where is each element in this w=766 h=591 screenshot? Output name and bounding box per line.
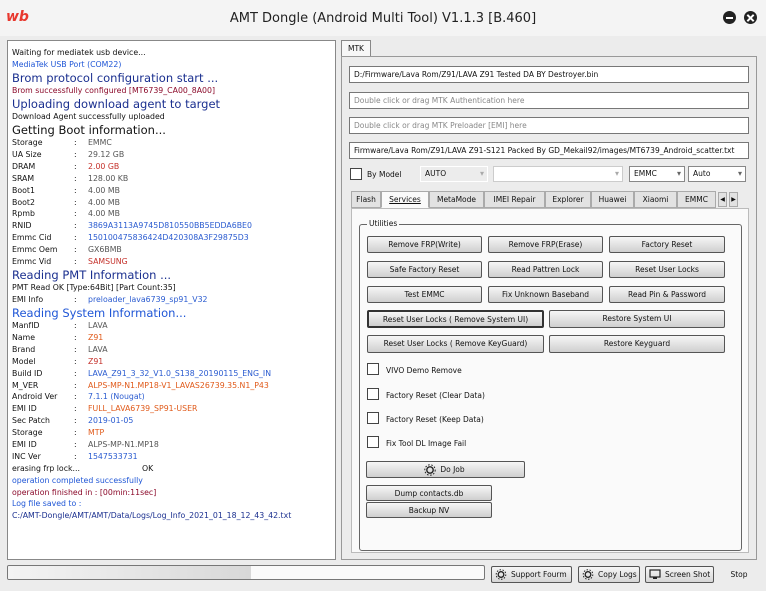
log-value: LAVA_Z91_3_32_V1.0_S138_20190115_ENG_IN <box>88 368 272 378</box>
log-text: erasing frp lock... <box>12 463 80 473</box>
log-value: EMMC <box>88 138 112 148</box>
log-value: 4.00 MB <box>88 209 120 219</box>
scatter-file-field[interactable]: Firmware/Lava Rom/Z91/LAVA Z91-S121 Packed By GD_Mekail92/images/MT6739_Android_scatter.txt <box>349 142 749 159</box>
log-line <box>12 111 331 123</box>
restore-keyguard-button[interactable]: Restore Keyguard <box>549 335 725 353</box>
log-key: UA Size <box>12 150 42 160</box>
log-text: operation finished in : [00min:11sec] <box>12 487 157 497</box>
function-tabs <box>351 191 749 208</box>
stop-button[interactable]: Stop <box>730 570 748 579</box>
tab-services[interactable]: Services <box>381 191 429 208</box>
log-text: operation completed successfully <box>12 475 143 485</box>
log-key: Name <box>12 332 36 342</box>
log-separator: : <box>74 321 77 331</box>
minimize-button[interactable] <box>723 11 736 24</box>
log-separator: : <box>74 451 77 461</box>
test-emmc-button[interactable]: Test EMMC <box>367 286 482 303</box>
log-line <box>12 332 331 344</box>
log-text: Waiting for mediatek usb device... <box>12 48 146 57</box>
log-line <box>12 97 331 111</box>
progress-bar <box>7 565 485 580</box>
log-value: 1547533731 <box>88 451 138 461</box>
log-key: SRAM <box>12 173 35 183</box>
log-key: INC Ver <box>12 451 41 461</box>
log-key: Build ID <box>12 368 43 378</box>
tab-imei-repair[interactable]: IMEI Repair <box>484 191 545 208</box>
log-line <box>12 85 331 97</box>
preloader-file-field[interactable]: Double click or drag MTK Preloader [EMI] here <box>349 117 749 134</box>
log-key: Emmc Vid <box>12 257 52 267</box>
log-value: ALPS-MP-N1.MP18-V1_LAVAS26739.35.N1_P43 <box>88 380 269 390</box>
log-key: Storage <box>12 428 43 438</box>
factory-reset-clear-data-label: Factory Reset (Clear Data) <box>386 391 485 400</box>
read-pin-password-button[interactable]: Read Pin & Password <box>609 286 725 303</box>
vivo-demo-remove-checkbox[interactable] <box>367 363 379 375</box>
log-line <box>12 59 331 71</box>
log-line <box>12 71 331 85</box>
log-key: Boot1 <box>12 185 35 195</box>
log-separator: : <box>74 173 77 183</box>
log-value: FULL_LAVA6739_SP91-USER <box>88 404 198 414</box>
log-value: Z91 <box>88 356 104 366</box>
log-line <box>12 463 331 475</box>
close-button[interactable] <box>744 11 757 24</box>
log-text: Uploading download agent to target <box>12 96 221 111</box>
log-separator: : <box>74 295 77 304</box>
log-separator: : <box>74 209 77 219</box>
chevron-left-icon[interactable]: ◀ <box>718 192 727 207</box>
log-separator: : <box>74 439 77 449</box>
log-value: 7.1.1 (Nougat) <box>88 392 145 402</box>
by-model-checkbox[interactable] <box>350 168 362 180</box>
mode-select[interactable]: AUTO ▾ <box>420 166 488 182</box>
copy-logs-button[interactable] <box>578 566 640 583</box>
window-title: AMT Dongle (Android Multi Tool) V1.1.3 [B.460] <box>229 11 537 26</box>
log-value: 29.12 GB <box>88 150 125 160</box>
log-separator: : <box>74 161 77 171</box>
log-line <box>12 149 331 161</box>
log-status: OK <box>141 463 154 473</box>
log-line <box>12 220 331 232</box>
log-line <box>12 161 331 173</box>
log-text: Reading System Information... <box>12 305 187 320</box>
log-separator: : <box>74 356 77 366</box>
log-line <box>12 487 331 499</box>
speed-select[interactable]: Auto ▾ <box>688 166 746 182</box>
log-separator: : <box>74 428 77 438</box>
log-line <box>12 306 331 320</box>
screen-shot-label: Screen Shot <box>665 570 711 579</box>
tab-metamode[interactable]: MetaMode <box>429 191 484 208</box>
log-separator: : <box>74 245 77 255</box>
log-value: MTP <box>88 428 105 438</box>
log-separator: : <box>74 344 77 354</box>
fix-tool-dl-image-fail-label: Fix Tool DL Image Fail <box>386 439 467 448</box>
log-separator: : <box>74 404 77 414</box>
log-separator: : <box>74 380 77 390</box>
log-line <box>12 498 331 510</box>
copy-icon <box>582 569 594 580</box>
log-text: C:/AMT-Dongle/AMT/AMT/Data/Logs/Log_Info_2021_01_18_12_43_42.txt <box>12 511 292 521</box>
log-panel[interactable] <box>7 40 336 560</box>
log-value: GX6BMB <box>88 245 122 255</box>
log-key: DRAM <box>12 161 36 171</box>
remove-frp-erase-button[interactable]: Remove FRP(Erase) <box>488 236 603 253</box>
monitor-icon <box>649 569 661 580</box>
log-key: ManfID <box>12 321 40 331</box>
log-line <box>12 244 331 256</box>
log-value: 3869A3113A9745D810550BB5EDDA6BE0 <box>88 221 252 231</box>
tab-flash[interactable]: Flash <box>351 191 381 208</box>
log-value: LAVA <box>88 321 108 331</box>
support-forum-button[interactable] <box>491 566 572 583</box>
log-key: Emmc Cid <box>12 233 52 243</box>
log-key: EMI ID <box>12 439 37 449</box>
log-value: preloader_lava6739_sp91_V32 <box>88 295 208 304</box>
log-line <box>12 510 331 522</box>
log-line <box>12 320 331 332</box>
factory-reset-keep-data-checkbox[interactable] <box>367 412 379 424</box>
gear-icon <box>495 569 507 580</box>
log-text: Log file saved to : <box>12 499 82 509</box>
log-separator: : <box>74 233 77 243</box>
log-line <box>12 380 331 392</box>
log-separator: : <box>74 221 77 231</box>
tab-huawei[interactable]: Huawei <box>591 191 634 208</box>
tab-xiaomi[interactable]: Xiaomi <box>634 191 677 208</box>
backup-nv-button[interactable]: Backup NV <box>366 502 492 518</box>
log-line <box>12 137 331 149</box>
storage-select[interactable]: EMMC ▾ <box>629 166 685 182</box>
reset-user-locks-remove-keyguard-button[interactable]: Reset User Locks ( Remove KeyGuard) <box>367 335 544 353</box>
log-line <box>12 403 331 415</box>
reset-user-locks-remove-ui-button[interactable]: Reset User Locks ( Remove System UI) <box>367 310 544 328</box>
log-text: Brom successfully configured [MT6739_CA00_8A00] <box>12 85 216 95</box>
log-line <box>12 197 331 209</box>
tab-emmc[interactable]: EMMC <box>677 191 716 208</box>
factory-reset-keep-data-label: Factory Reset (Keep Data) <box>386 415 484 424</box>
log-value: LAVA <box>88 344 108 354</box>
log-separator: : <box>74 416 77 426</box>
do-job-label: Do Job <box>440 465 465 474</box>
log-line <box>12 356 331 368</box>
fix-unknown-baseband-button[interactable]: Fix Unknown Baseband <box>488 286 603 303</box>
log-line <box>12 451 331 463</box>
log-separator: : <box>74 185 77 195</box>
log-text: Reading PMT Information ... <box>12 267 172 282</box>
log-key: Android Ver <box>12 392 58 402</box>
da-file-field[interactable]: D:/Firmware/Lava Rom/Z91/LAVA Z91 Tested DA BY Destroyer.bin <box>349 66 749 83</box>
log-line <box>12 123 331 137</box>
log-line <box>12 232 331 244</box>
reset-user-locks-button[interactable]: Reset User Locks <box>609 261 725 278</box>
log-line <box>12 173 331 185</box>
log-value: ALPS-MP-N1.MP18 <box>88 439 159 449</box>
safe-factory-reset-button[interactable]: Safe Factory Reset <box>367 261 482 278</box>
log-separator: : <box>74 150 77 160</box>
log-value: 2.00 GB <box>88 161 120 171</box>
factory-reset-clear-data-checkbox[interactable] <box>367 388 379 400</box>
dump-contacts-button[interactable]: Dump contacts.db <box>366 485 492 501</box>
auth-file-field[interactable]: Double click or drag MTK Authentication here <box>349 92 749 109</box>
log-text: MediaTek USB Port (COM22) <box>12 59 122 69</box>
log-line <box>12 439 331 451</box>
fix-tool-dl-image-fail-checkbox[interactable] <box>367 436 379 448</box>
log-key: EMI Info <box>12 295 44 304</box>
log-separator: : <box>74 197 77 207</box>
log-key: RNID <box>12 221 32 231</box>
tab-explorer[interactable]: Explorer <box>545 191 591 208</box>
log-value: Z91 <box>88 332 104 342</box>
factory-reset-button[interactable]: Factory Reset <box>609 236 725 253</box>
app-logo: wb <box>6 9 29 25</box>
read-pattern-lock-button[interactable]: Read Pattren Lock <box>488 261 603 278</box>
log-key: Brand <box>12 344 36 354</box>
support-forum-label: Support Fourm <box>511 570 567 579</box>
log-value: SAMSUNG <box>88 257 128 267</box>
title-bar <box>0 0 766 36</box>
log-value: 150100475836424D420308A3F29875D3 <box>88 233 249 243</box>
log-key: Model <box>12 356 36 366</box>
log-separator: : <box>74 332 77 342</box>
log-key: Rpmb <box>12 209 35 219</box>
utilities-title: Utilities <box>369 219 398 228</box>
log-value: 128.00 KB <box>88 173 129 183</box>
log-text: Download Agent successfully uploaded <box>12 112 165 122</box>
log-key: EMI ID <box>12 404 37 414</box>
log-line <box>12 185 331 197</box>
log-line <box>12 208 331 220</box>
log-line <box>12 256 331 268</box>
remove-frp-write-button[interactable]: Remove FRP(Write) <box>367 236 482 253</box>
log-line <box>12 368 331 380</box>
log-text: Brom protocol configuration start ... <box>12 70 219 85</box>
progress-fill <box>8 566 251 579</box>
log-separator: : <box>74 392 77 402</box>
log-separator: : <box>74 257 77 267</box>
chevron-right-icon[interactable]: ▶ <box>729 192 738 207</box>
log-value: 4.00 MB <box>88 197 120 207</box>
log-line <box>12 268 331 282</box>
log-key: Boot2 <box>12 197 35 207</box>
log-line <box>12 47 331 59</box>
model-select[interactable] <box>493 166 623 182</box>
vivo-demo-remove-label: VIVO Demo Remove <box>386 366 462 375</box>
log-key: Storage <box>12 138 43 148</box>
log-text: PMT Read OK [Type:64Bit] [Part Count:35] <box>12 283 176 293</box>
log-key: Sec Patch <box>12 416 50 426</box>
by-model-label: By Model <box>367 170 402 179</box>
log-line <box>12 294 331 306</box>
tab-mtk[interactable]: MTK <box>341 40 371 56</box>
log-separator: : <box>74 138 77 148</box>
log-value: 4.00 MB <box>88 185 120 195</box>
log-line <box>12 427 331 439</box>
log-key: M_VER <box>12 380 39 390</box>
log-line <box>12 282 331 294</box>
copy-logs-label: Copy Logs <box>598 570 637 579</box>
screen-shot-button[interactable] <box>645 566 714 583</box>
log-separator: : <box>74 368 77 378</box>
log-line <box>12 475 331 487</box>
log-key: Emmc Oem <box>12 245 58 255</box>
log-line <box>12 344 331 356</box>
restore-system-ui-button[interactable]: Restore System UI <box>549 310 725 328</box>
log-line <box>12 391 331 403</box>
do-job-button[interactable] <box>366 461 525 478</box>
log-text: Getting Boot information... <box>12 122 166 137</box>
gear-icon <box>424 464 436 476</box>
log-line <box>12 415 331 427</box>
log-value: 2019-01-05 <box>88 416 134 426</box>
